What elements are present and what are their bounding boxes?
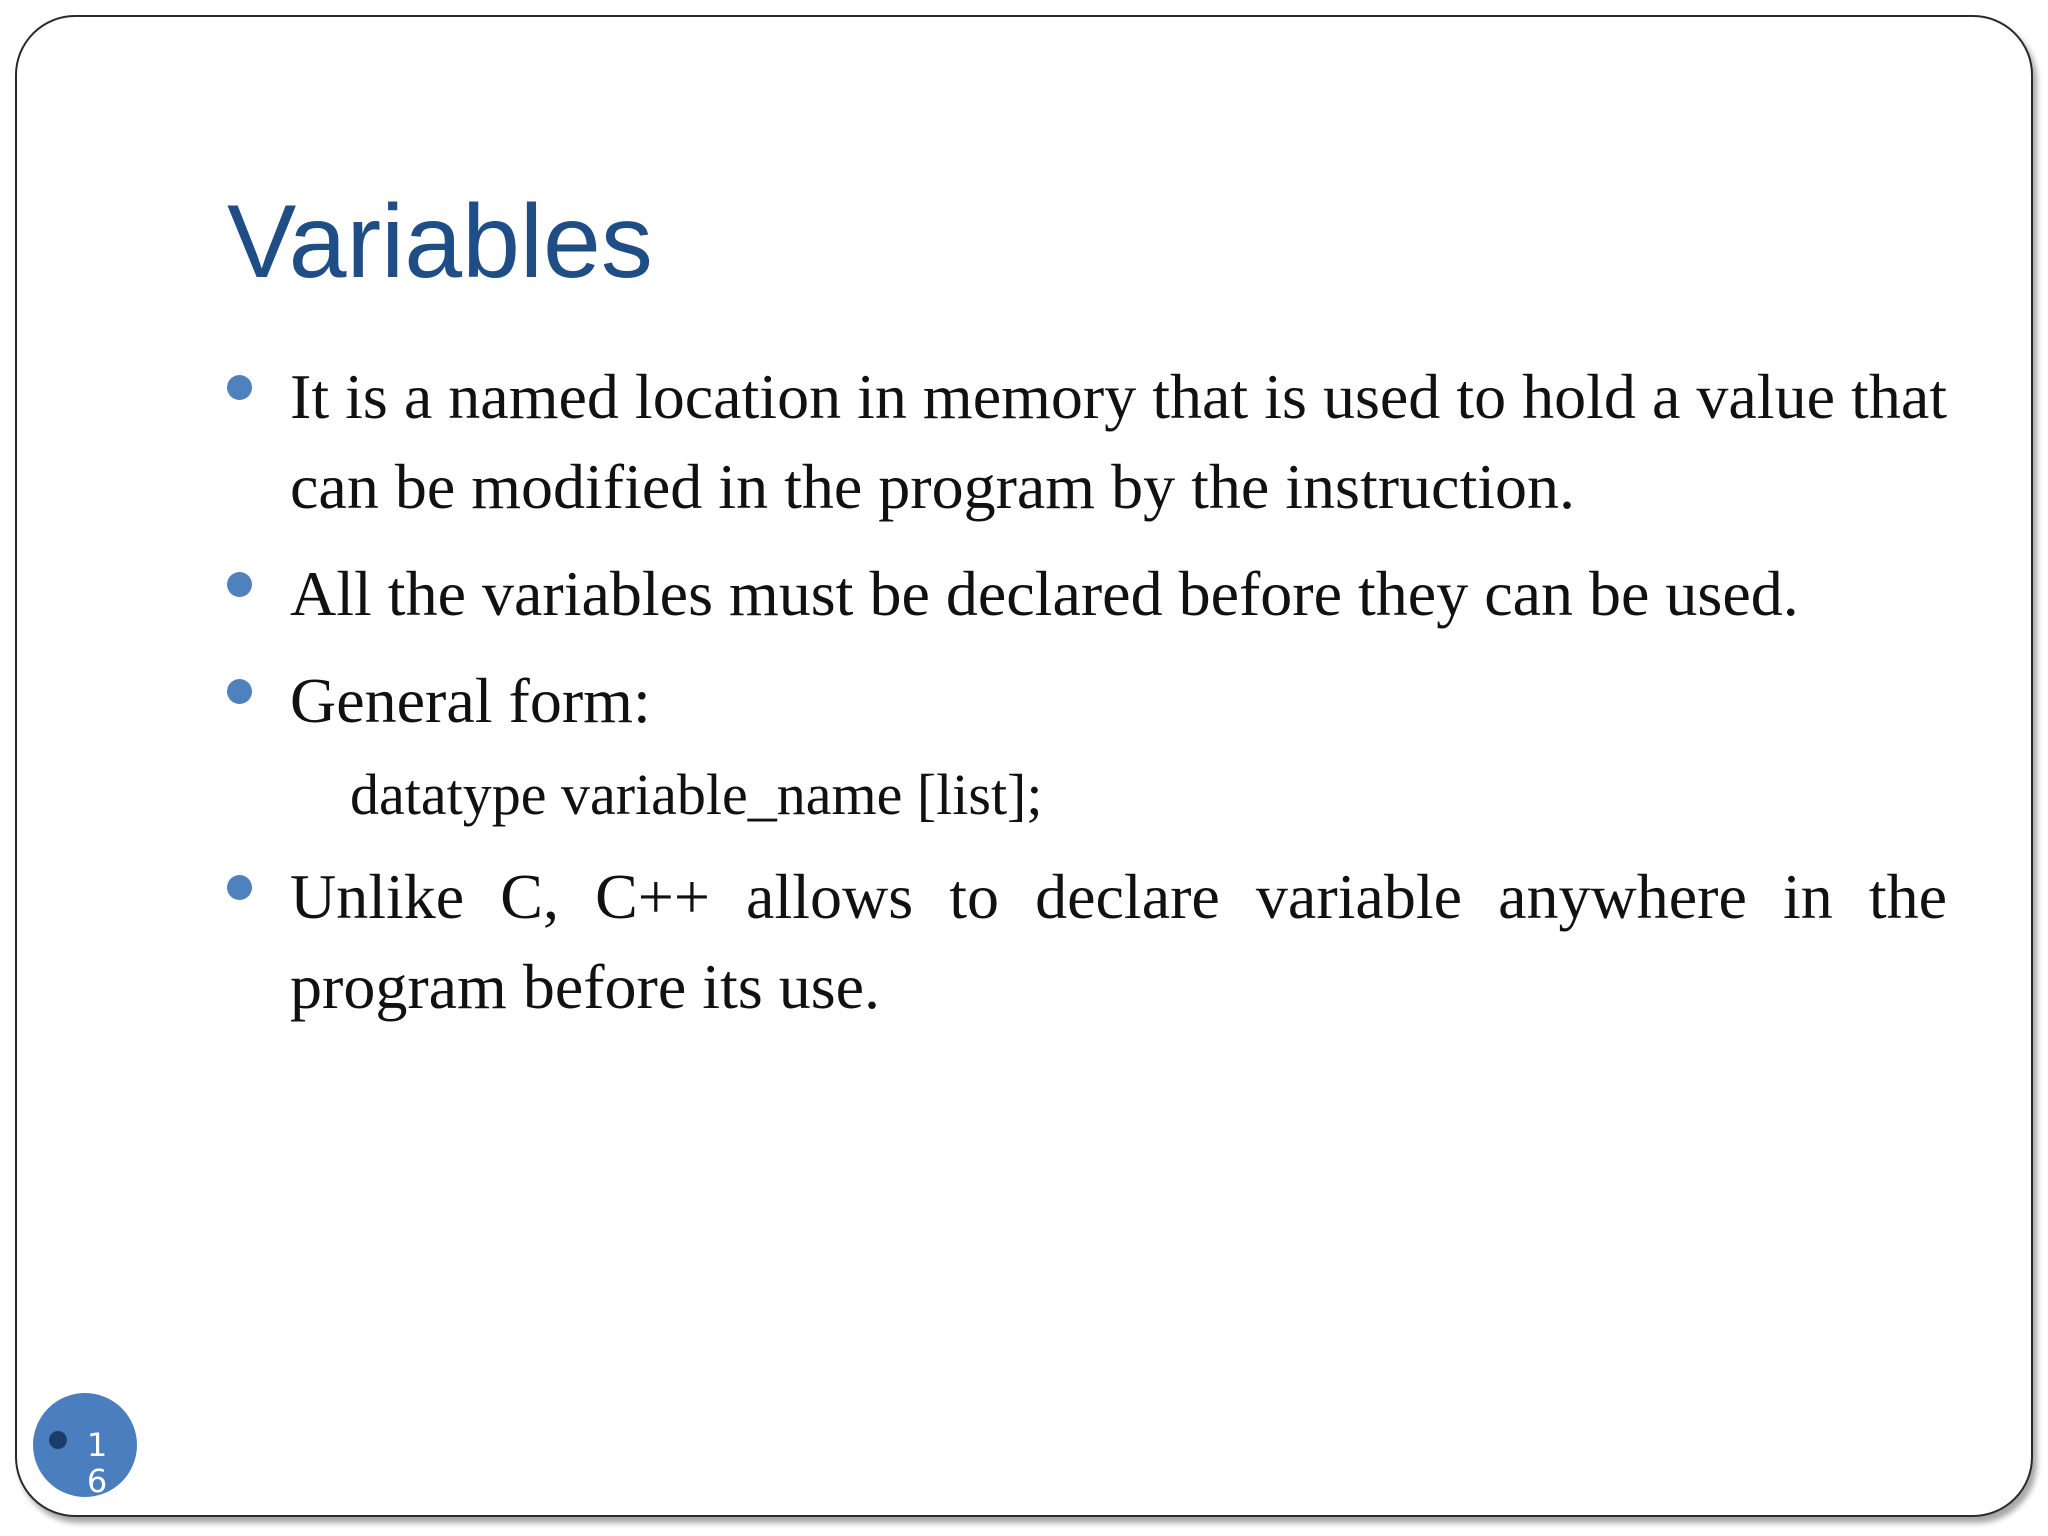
bullet-dot-icon bbox=[227, 375, 252, 400]
bullet-item bbox=[227, 352, 1947, 532]
bullet-dot-icon bbox=[227, 572, 252, 597]
bullet-text: General form: bbox=[290, 665, 651, 736]
bullet-item bbox=[227, 852, 1947, 1032]
bullet-dot-icon bbox=[227, 875, 252, 900]
badge-dot-icon bbox=[49, 1431, 67, 1449]
bullet-text: All the variables must be declared before they can be used. bbox=[290, 558, 1799, 629]
slide-title: Variables bbox=[227, 184, 653, 300]
bullet-dot-icon bbox=[227, 679, 252, 704]
syntax-line: datatype variable_name [list]; bbox=[350, 762, 1043, 827]
bullet-list bbox=[227, 352, 1947, 1049]
bullet-item bbox=[227, 549, 1947, 639]
bullet-text: Unlike C, C++ allows to declare variable anywhere in the program before its use. bbox=[290, 861, 1947, 1022]
bullet-item bbox=[227, 656, 1947, 746]
bullet-text: It is a named location in memory that is used to hold a value that can be modified in the program by the instruction. bbox=[290, 361, 1947, 522]
page-number-badge bbox=[33, 1393, 137, 1497]
slide bbox=[15, 15, 2033, 1517]
page-number: 16 bbox=[86, 1426, 108, 1497]
